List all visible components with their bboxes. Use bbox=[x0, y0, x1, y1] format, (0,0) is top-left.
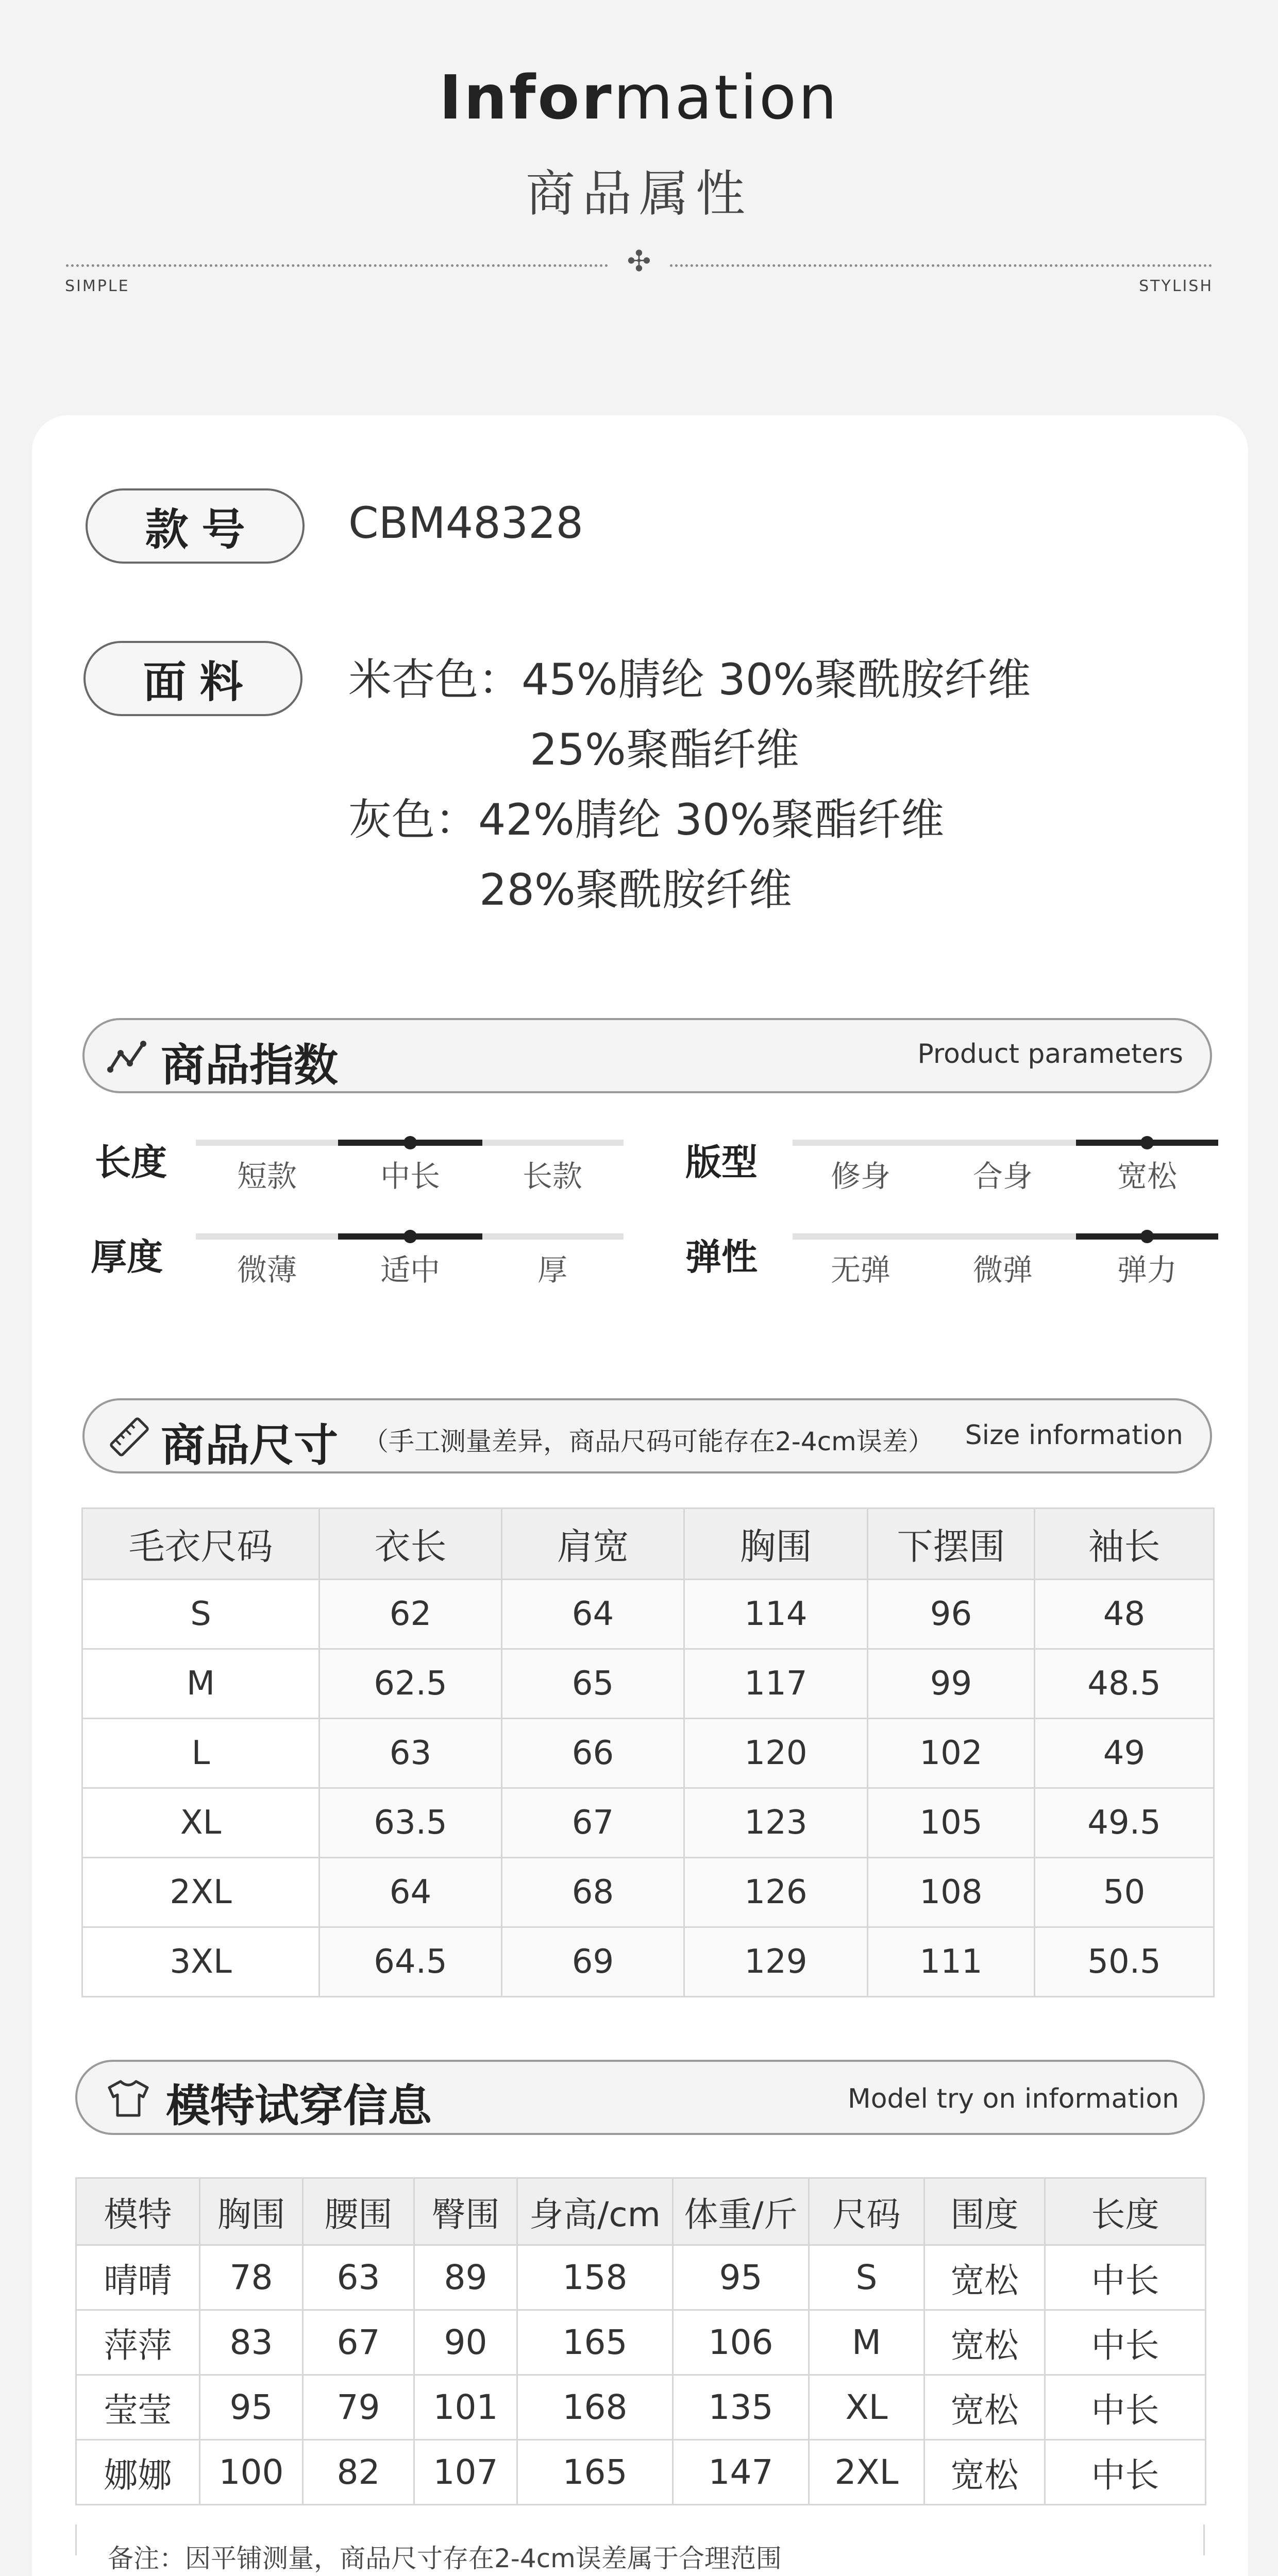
tshirt-icon bbox=[105, 2078, 152, 2119]
table-row bbox=[76, 2440, 1206, 2505]
caption-simple: SIMPLE bbox=[65, 277, 130, 295]
size-info-title: 商品尺寸 bbox=[161, 1420, 338, 1471]
table-cell: 64 bbox=[502, 1580, 684, 1649]
table-cell: 147 bbox=[673, 2440, 809, 2505]
table-cell: 67 bbox=[303, 2310, 414, 2375]
table-cell: 83 bbox=[200, 2310, 303, 2375]
table-cell: 69 bbox=[502, 1927, 684, 1997]
size-table-header: 下摆围 bbox=[868, 1509, 1035, 1580]
size-table bbox=[81, 1507, 1215, 1997]
table-cell: 79 bbox=[303, 2375, 414, 2440]
table-cell: 宽松 bbox=[924, 2245, 1045, 2310]
scale-elasticity-option: 无弹 bbox=[830, 1252, 890, 1287]
table-row bbox=[82, 1858, 1214, 1927]
size-table-header: 胸围 bbox=[684, 1509, 868, 1580]
model-info-subtitle: Model try on information bbox=[847, 2083, 1179, 2114]
table-cell: 90 bbox=[414, 2310, 517, 2375]
fabric-line-2: 25%聚酯纤维 bbox=[530, 724, 799, 775]
ruler-icon bbox=[107, 1416, 152, 1458]
size-info-note: （手工测量差异，商品尺码可能存在2-4cm误差） bbox=[363, 1427, 934, 1456]
header-title-en-bold: Infor bbox=[439, 62, 614, 133]
table-cell: 68 bbox=[502, 1858, 684, 1927]
model-table-header: 体重/斤 bbox=[673, 2178, 809, 2245]
table-cell: 中长 bbox=[1045, 2440, 1206, 2505]
model-table-header: 围度 bbox=[924, 2178, 1045, 2245]
table-cell: 48.5 bbox=[1035, 1649, 1214, 1719]
table-cell: 108 bbox=[868, 1858, 1035, 1927]
table-row bbox=[82, 1580, 1214, 1649]
table-cell: 萍萍 bbox=[76, 2310, 200, 2375]
scale-length-option: 短款 bbox=[237, 1159, 297, 1194]
model-table bbox=[75, 2177, 1206, 2505]
style-number-label: 款号 bbox=[86, 488, 305, 564]
scale-thickness-dot bbox=[403, 1230, 417, 1243]
table-cell: 宽松 bbox=[924, 2440, 1045, 2505]
scale-fit-label: 版型 bbox=[685, 1141, 758, 1183]
model-table-header: 模特 bbox=[76, 2178, 200, 2245]
table-cell: 49 bbox=[1035, 1719, 1214, 1788]
model-footnote: 备注：因平铺测量，商品尺寸存在2-4cm误差属于合理范围 bbox=[108, 2544, 782, 2573]
table-row bbox=[82, 1649, 1214, 1719]
model-table-header: 身高/cm bbox=[517, 2178, 673, 2245]
table-cell: 78 bbox=[200, 2245, 303, 2310]
table-cell: 95 bbox=[200, 2375, 303, 2440]
table-cell: 165 bbox=[517, 2310, 673, 2375]
table-cell: 123 bbox=[684, 1788, 868, 1858]
table-cell: 101 bbox=[414, 2375, 517, 2440]
table-cell: 中长 bbox=[1045, 2245, 1206, 2310]
scale-fit-option: 宽松 bbox=[1117, 1159, 1177, 1194]
scale-length-label: 长度 bbox=[95, 1141, 167, 1183]
table-cell: 105 bbox=[868, 1788, 1035, 1858]
table-cell: 66 bbox=[502, 1719, 684, 1788]
scale-thickness-option: 厚 bbox=[537, 1252, 567, 1287]
table-cell: 49.5 bbox=[1035, 1788, 1214, 1858]
table-row bbox=[82, 1719, 1214, 1788]
size-table-header: 肩宽 bbox=[502, 1509, 684, 1580]
table-cell: 中长 bbox=[1045, 2310, 1206, 2375]
table-cell: 62 bbox=[320, 1580, 502, 1649]
table-cell: 63 bbox=[320, 1719, 502, 1788]
table-cell: M bbox=[82, 1649, 320, 1719]
table-cell: 100 bbox=[200, 2440, 303, 2505]
table-cell: 3XL bbox=[82, 1927, 320, 1997]
model-table-header: 腰围 bbox=[303, 2178, 414, 2245]
scale-fit-option: 合身 bbox=[972, 1159, 1033, 1194]
table-cell: 50.5 bbox=[1035, 1927, 1214, 1997]
model-info-title: 模特试穿信息 bbox=[166, 2080, 432, 2132]
table-cell: 120 bbox=[684, 1719, 868, 1788]
scale-thickness-option: 适中 bbox=[380, 1252, 440, 1287]
table-cell: 63.5 bbox=[320, 1788, 502, 1858]
scale-length-option: 中长 bbox=[380, 1159, 440, 1194]
model-footnote-box bbox=[75, 2524, 1205, 2573]
scale-elasticity-option: 弹力 bbox=[1117, 1252, 1177, 1287]
scale-thickness-label: 厚度 bbox=[91, 1236, 163, 1278]
model-table-header: 胸围 bbox=[200, 2178, 303, 2245]
table-cell: 64 bbox=[320, 1858, 502, 1927]
header-title-en bbox=[0, 62, 1278, 133]
fabric-line-4: 28%聚酰胺纤维 bbox=[479, 865, 792, 915]
table-cell: 宽松 bbox=[924, 2375, 1045, 2440]
scale-elasticity-option: 微弹 bbox=[972, 1252, 1033, 1287]
caption-stylish: STYLISH bbox=[1139, 277, 1213, 295]
table-cell: 64.5 bbox=[320, 1927, 502, 1997]
table-cell: 114 bbox=[684, 1580, 868, 1649]
table-cell: L bbox=[82, 1719, 320, 1788]
scale-length-option: 长款 bbox=[522, 1159, 582, 1194]
table-cell: 107 bbox=[414, 2440, 517, 2505]
trend-line-icon bbox=[107, 1039, 148, 1075]
model-table-header: 长度 bbox=[1045, 2178, 1206, 2245]
header-divider-right bbox=[670, 264, 1212, 267]
table-cell: 宽松 bbox=[924, 2310, 1045, 2375]
table-cell: 165 bbox=[517, 2440, 673, 2505]
scale-elasticity-label: 弹性 bbox=[685, 1236, 758, 1278]
fabric-line-3: 灰色：42%腈纶 30%聚酯纤维 bbox=[348, 794, 945, 845]
table-cell: 82 bbox=[303, 2440, 414, 2505]
table-cell: 99 bbox=[868, 1649, 1035, 1719]
scale-thickness-option: 微薄 bbox=[237, 1252, 297, 1287]
product-index-title: 商品指数 bbox=[161, 1040, 338, 1091]
table-cell: 102 bbox=[868, 1719, 1035, 1788]
header-divider-left bbox=[66, 264, 608, 267]
style-number-value: CBM48328 bbox=[348, 498, 583, 548]
size-table-header: 衣长 bbox=[320, 1509, 502, 1580]
scale-elasticity-dot bbox=[1140, 1230, 1154, 1243]
model-table-header: 臀围 bbox=[414, 2178, 517, 2245]
decorative-star-icon: ✣ bbox=[627, 245, 651, 278]
size-info-subtitle: Size information bbox=[965, 1420, 1183, 1451]
table-cell: 2XL bbox=[82, 1858, 320, 1927]
fabric-label: 面料 bbox=[83, 641, 302, 716]
table-cell: XL bbox=[82, 1788, 320, 1858]
table-cell: S bbox=[809, 2245, 924, 2310]
table-cell: 158 bbox=[517, 2245, 673, 2310]
table-cell: S bbox=[82, 1580, 320, 1649]
model-table-header-row bbox=[76, 2178, 1206, 2245]
model-table-header: 尺码 bbox=[809, 2178, 924, 2245]
table-cell: 2XL bbox=[809, 2440, 924, 2505]
table-row bbox=[76, 2310, 1206, 2375]
table-row bbox=[82, 1927, 1214, 1997]
table-cell: 62.5 bbox=[320, 1649, 502, 1719]
table-cell: 126 bbox=[684, 1858, 868, 1927]
table-cell: 89 bbox=[414, 2245, 517, 2310]
table-cell: 65 bbox=[502, 1649, 684, 1719]
scale-fit-option: 修身 bbox=[830, 1159, 890, 1194]
table-cell: 莹莹 bbox=[76, 2375, 200, 2440]
scale-fit-dot bbox=[1140, 1136, 1154, 1149]
table-cell: 娜娜 bbox=[76, 2440, 200, 2505]
table-cell: 50 bbox=[1035, 1858, 1214, 1927]
table-row bbox=[82, 1788, 1214, 1858]
size-table-header-row bbox=[82, 1509, 1214, 1580]
table-cell: 中长 bbox=[1045, 2375, 1206, 2440]
table-cell: M bbox=[809, 2310, 924, 2375]
scale-length-dot bbox=[403, 1136, 417, 1149]
table-row bbox=[76, 2375, 1206, 2440]
table-cell: 48 bbox=[1035, 1580, 1214, 1649]
table-cell: 63 bbox=[303, 2245, 414, 2310]
header-title-cn: 商品属性 bbox=[526, 165, 752, 223]
table-cell: 晴晴 bbox=[76, 2245, 200, 2310]
table-cell: 95 bbox=[673, 2245, 809, 2310]
table-row bbox=[76, 2245, 1206, 2310]
table-cell: 129 bbox=[684, 1927, 868, 1997]
product-index-subtitle: Product parameters bbox=[917, 1039, 1183, 1070]
table-cell: 67 bbox=[502, 1788, 684, 1858]
table-cell: 168 bbox=[517, 2375, 673, 2440]
table-cell: 96 bbox=[868, 1580, 1035, 1649]
header-title-en-rest: mation bbox=[613, 62, 839, 133]
table-cell: 111 bbox=[868, 1927, 1035, 1997]
table-cell: 106 bbox=[673, 2310, 809, 2375]
fabric-line-1: 米杏色：45%腈纶 30%聚酰胺纤维 bbox=[348, 654, 1031, 705]
size-table-header: 袖长 bbox=[1035, 1509, 1214, 1580]
table-cell: 117 bbox=[684, 1649, 868, 1719]
table-cell: 135 bbox=[673, 2375, 809, 2440]
table-cell: XL bbox=[809, 2375, 924, 2440]
size-table-header: 毛衣尺码 bbox=[82, 1509, 320, 1580]
